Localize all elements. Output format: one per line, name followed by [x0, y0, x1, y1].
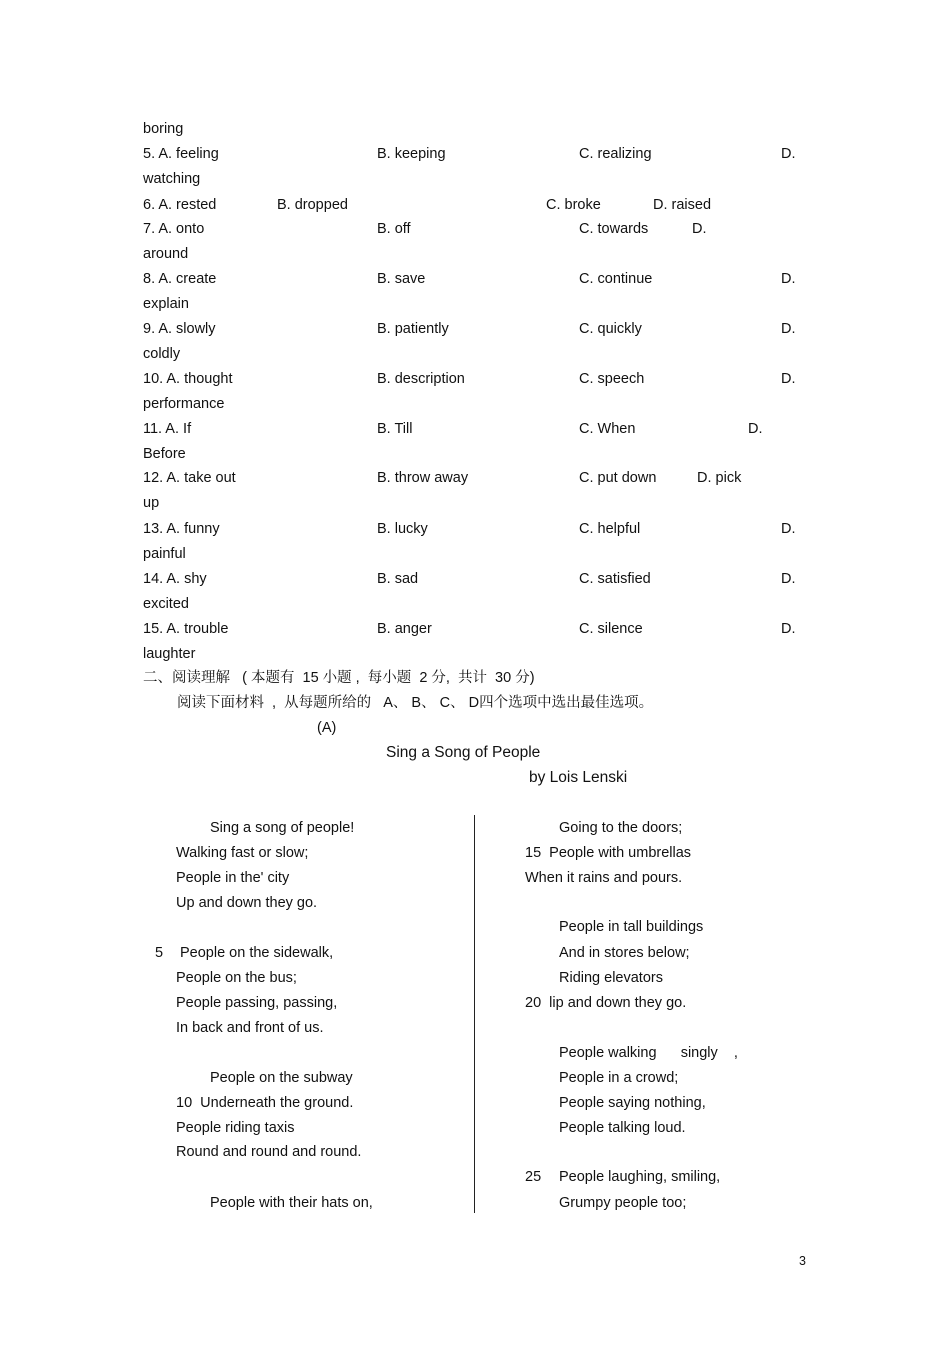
passage-label: (A): [317, 720, 337, 736]
q14-option-b: B. sad: [377, 571, 419, 587]
poem-line-number: 5: [155, 945, 164, 961]
poem-line: Up and down they go.: [176, 895, 318, 911]
poem-line: People on the subway: [210, 1070, 353, 1086]
q5-option-d-label: D.: [781, 146, 796, 162]
q12-option-a: 12. A. take out: [143, 470, 236, 486]
poem-line: People passing, passing,: [176, 995, 338, 1011]
poem-line: Sing a song of people!: [210, 820, 355, 836]
q6-option-a: 6. A. rested: [143, 197, 217, 213]
q8-option-b: B. save: [377, 271, 426, 287]
poem-line: People on the sidewalk,: [180, 945, 334, 961]
poem-line: People in the' city: [176, 870, 290, 886]
q12-option-b: B. throw away: [377, 470, 469, 486]
poem-line: When it rains and pours.: [525, 870, 683, 886]
q14-option-d-word: excited: [143, 596, 189, 612]
column-divider: [474, 815, 475, 1213]
q10-option-a: 10. A. thought: [143, 371, 233, 387]
q5-option-d-word: watching: [143, 171, 201, 187]
page-number: 3: [799, 1254, 806, 1268]
q8-option-a: 8. A. create: [143, 271, 217, 287]
q11-option-c: C. When: [579, 421, 636, 437]
q10-option-b: B. description: [377, 371, 465, 387]
section-heading: 二、阅读理解 ( 本题有 15 小题 , 每小题 2 分, 共计 30 分): [143, 670, 535, 686]
section-instruction: 阅读下面材料 , 从每题所给的 A、 B、 C、 D四个选项中选出最佳选项。: [177, 695, 654, 711]
q15-option-a: 15. A. trouble: [143, 621, 229, 637]
q9-option-d-label: D.: [781, 321, 796, 337]
q11-option-d-word: Before: [143, 446, 186, 462]
q13-option-a: 13. A. funny: [143, 521, 220, 537]
q5-option-c: C. realizing: [579, 146, 652, 162]
q10-option-d-word: performance: [143, 396, 225, 412]
poem-line: 15 People with umbrellas: [525, 845, 692, 861]
q13-option-b: B. lucky: [377, 521, 428, 537]
q7-option-b: B. off: [377, 221, 411, 237]
q15-option-d-word: laughter: [143, 646, 196, 662]
q6-option-d: D. raised: [653, 197, 712, 213]
poem-author: by Lois Lenski: [529, 769, 628, 786]
q14-option-d-label: D.: [781, 571, 796, 587]
poem-line: People talking loud.: [559, 1120, 686, 1136]
poem-title: Sing a Song of People: [386, 744, 541, 761]
q15-option-d-label: D.: [781, 621, 796, 637]
poem-line: People in tall buildings: [559, 919, 704, 935]
q12-option-d-label: D. pick: [697, 470, 742, 486]
q13-option-d-word: painful: [143, 546, 186, 562]
poem-line: And in stores below;: [559, 945, 690, 961]
poem-line: 10 Underneath the ground.: [176, 1095, 354, 1111]
poem-line: People riding taxis: [176, 1120, 295, 1136]
q4-option-d-word: boring: [143, 121, 184, 137]
poem-line: People laughing, smiling,: [559, 1169, 721, 1185]
q10-option-c: C. speech: [579, 371, 645, 387]
q8-option-d-label: D.: [781, 271, 796, 287]
q15-option-c: C. silence: [579, 621, 643, 637]
q9-option-d-word: coldly: [143, 346, 181, 362]
q12-option-d-word: up: [143, 495, 160, 511]
q6-option-c: C. broke: [546, 197, 601, 213]
q7-option-d-word: around: [143, 246, 189, 262]
poem-line: People walking singly ,: [559, 1045, 738, 1061]
q12-option-c: C. put down: [579, 470, 657, 486]
poem-line: Walking fast or slow;: [176, 845, 309, 861]
q11-option-d-label: D.: [748, 421, 763, 437]
poem-line: Riding elevators: [559, 970, 663, 986]
q8-option-d-word: explain: [143, 296, 189, 312]
q11-option-b: B. Till: [377, 421, 413, 437]
poem-line: People with their hats on,: [210, 1195, 373, 1211]
q6-option-b: B. dropped: [277, 197, 348, 213]
poem-line: Going to the doors;: [559, 820, 683, 836]
q14-option-c: C. satisfied: [579, 571, 651, 587]
q8-option-c: C. continue: [579, 271, 653, 287]
q7-option-c: C. towards: [579, 221, 649, 237]
q5-option-a: 5. A. feeling: [143, 146, 219, 162]
q7-option-d-label: D.: [692, 221, 707, 237]
q14-option-a: 14. A. shy: [143, 571, 207, 587]
q9-option-b: B. patiently: [377, 321, 449, 337]
q10-option-d-label: D.: [781, 371, 796, 387]
poem-line: People saying nothing,: [559, 1095, 706, 1111]
poem-line: In back and front of us.: [176, 1020, 324, 1036]
q9-option-a: 9. A. slowly: [143, 321, 216, 337]
q9-option-c: C. quickly: [579, 321, 642, 337]
poem-line-number: 25: [525, 1169, 542, 1185]
q15-option-b: B. anger: [377, 621, 432, 637]
poem-line: Grumpy people too;: [559, 1195, 687, 1211]
q13-option-d-label: D.: [781, 521, 796, 537]
q7-option-a: 7. A. onto: [143, 221, 205, 237]
q13-option-c: C. helpful: [579, 521, 641, 537]
q5-option-b: B. keeping: [377, 146, 446, 162]
poem-line: People in a crowd;: [559, 1070, 679, 1086]
poem-line: People on the bus;: [176, 970, 297, 986]
poem-line: Round and round and round.: [176, 1144, 362, 1160]
poem-line: 20 lip and down they go.: [525, 995, 687, 1011]
q11-option-a: 11. A. If: [143, 421, 192, 437]
